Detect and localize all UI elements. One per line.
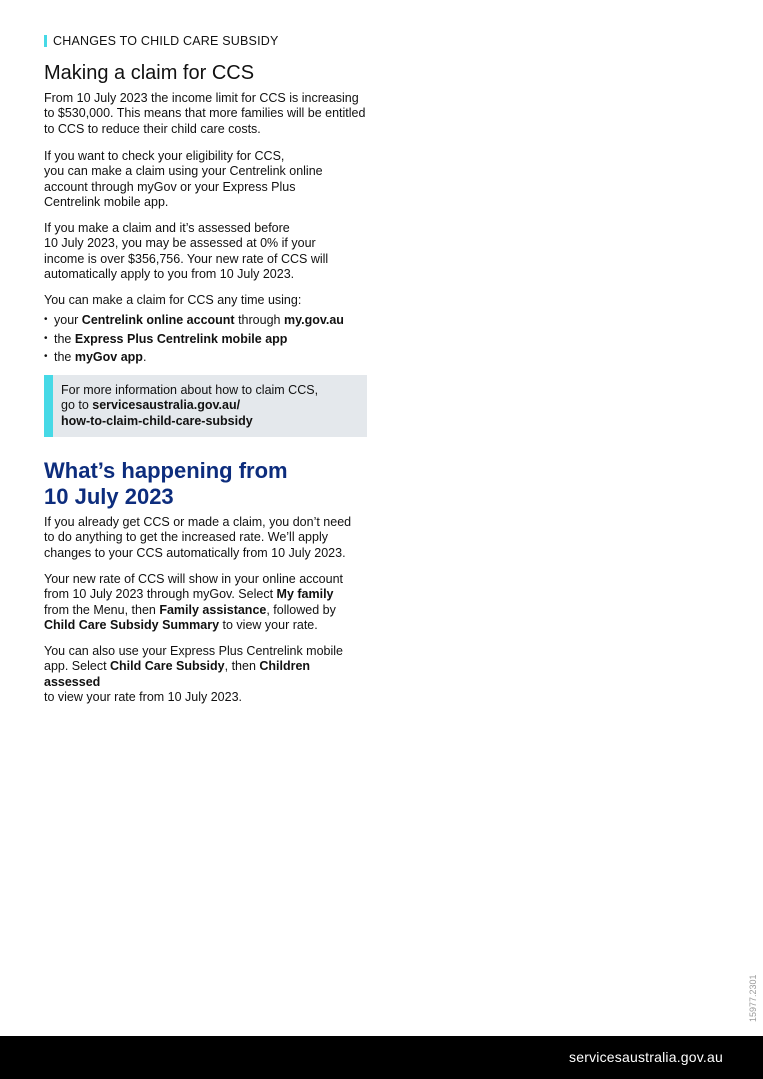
claim-info-link-path[interactable]: how-to-claim-child-care-subsidy (61, 413, 253, 428)
assessment-paragraph (44, 221, 366, 283)
claim-heading: Making a claim for CCS (44, 62, 255, 84)
existing-claim-paragraph (44, 515, 366, 561)
child-care-subsidy-text: Child Care Subsidy (110, 659, 225, 674)
text-line: account through myGov or your Express Plus (44, 179, 296, 194)
info-callout (44, 375, 367, 437)
text-line: automatically apply to you from 10 July 2023. (44, 267, 295, 282)
list-item: • the Express Plus Centrelink mobile app (44, 330, 366, 349)
text-line: changes to your CCS automatically from 10 July 2023. (44, 545, 346, 560)
centrelink-account-text: Centrelink online account (81, 313, 235, 327)
claim-info-link[interactable]: servicesaustralia.gov.au/ (92, 398, 241, 413)
ccs-summary-text: Child Care Subsidy Summary (44, 618, 220, 633)
my-family-text: My family (276, 587, 334, 602)
happening-heading: What’s happening from 10 July 2023 (44, 458, 288, 509)
callout-text: go to (61, 398, 93, 413)
footer-website-link[interactable]: servicesaustralia.gov.au (569, 1049, 723, 1065)
text-line: Centrelink mobile app. (44, 195, 169, 210)
list-item: • your Centrelink online account through my.gov.au (44, 311, 366, 330)
eligibility-paragraph (44, 149, 366, 211)
mobile-app-paragraph: You can also use your Express Plus Centrelink mobile app. Select Child Care Subsidy, then Children assessed to view your rate from 10 July 2023. (44, 644, 343, 705)
section-label: CHANGES TO CHILD CARE SUBSIDY (44, 34, 279, 49)
callout-text: For more information about how to claim CCS, (61, 383, 319, 397)
text-line: you can make a claim using your Centrelink online (44, 164, 323, 179)
mygov-link[interactable]: my.gov.au (283, 313, 344, 327)
mygov-app-text: myGov app (74, 350, 143, 365)
claim-intro-paragraph: From 10 July 2023 the income limit for CCS is increasing to $530,000. This means that more families will be entitled to CCS to reduce their child care costs. (44, 91, 366, 136)
footer-bar (0, 1036, 763, 1079)
claim-methods-list (44, 311, 366, 367)
claim-methods-intro: You can make a claim for CCS any time using: (44, 293, 302, 307)
express-plus-app-text: Express Plus Centrelink mobile app (74, 331, 288, 346)
list-item: • the myGov app. (44, 348, 366, 367)
text-line: If you want to check your eligibility for CCS, (44, 149, 285, 163)
text-line: to do anything to get the increased rate. We’ll apply (44, 530, 328, 545)
text-line: 10 July 2023, you may be assessed at 0% if your (44, 236, 316, 251)
text-line: If you already get CCS or made a claim, you don’t need (44, 515, 352, 529)
children-assessed-text: Children assessed (44, 659, 311, 689)
document-code: 15977.2301 (748, 974, 758, 1022)
text-line: If you make a claim and it’s assessed before (44, 221, 290, 235)
text-line: income is over $356,756. Your new rate of CCS will (44, 251, 329, 266)
online-account-paragraph: Your new rate of CCS will show in your online account from 10 July 2023 through myGov. Select My family from the Menu, then Family assistance, followed by Child Care Subsidy Summary to view your rate. (44, 572, 343, 633)
family-assistance-text: Family assistance (159, 602, 267, 617)
